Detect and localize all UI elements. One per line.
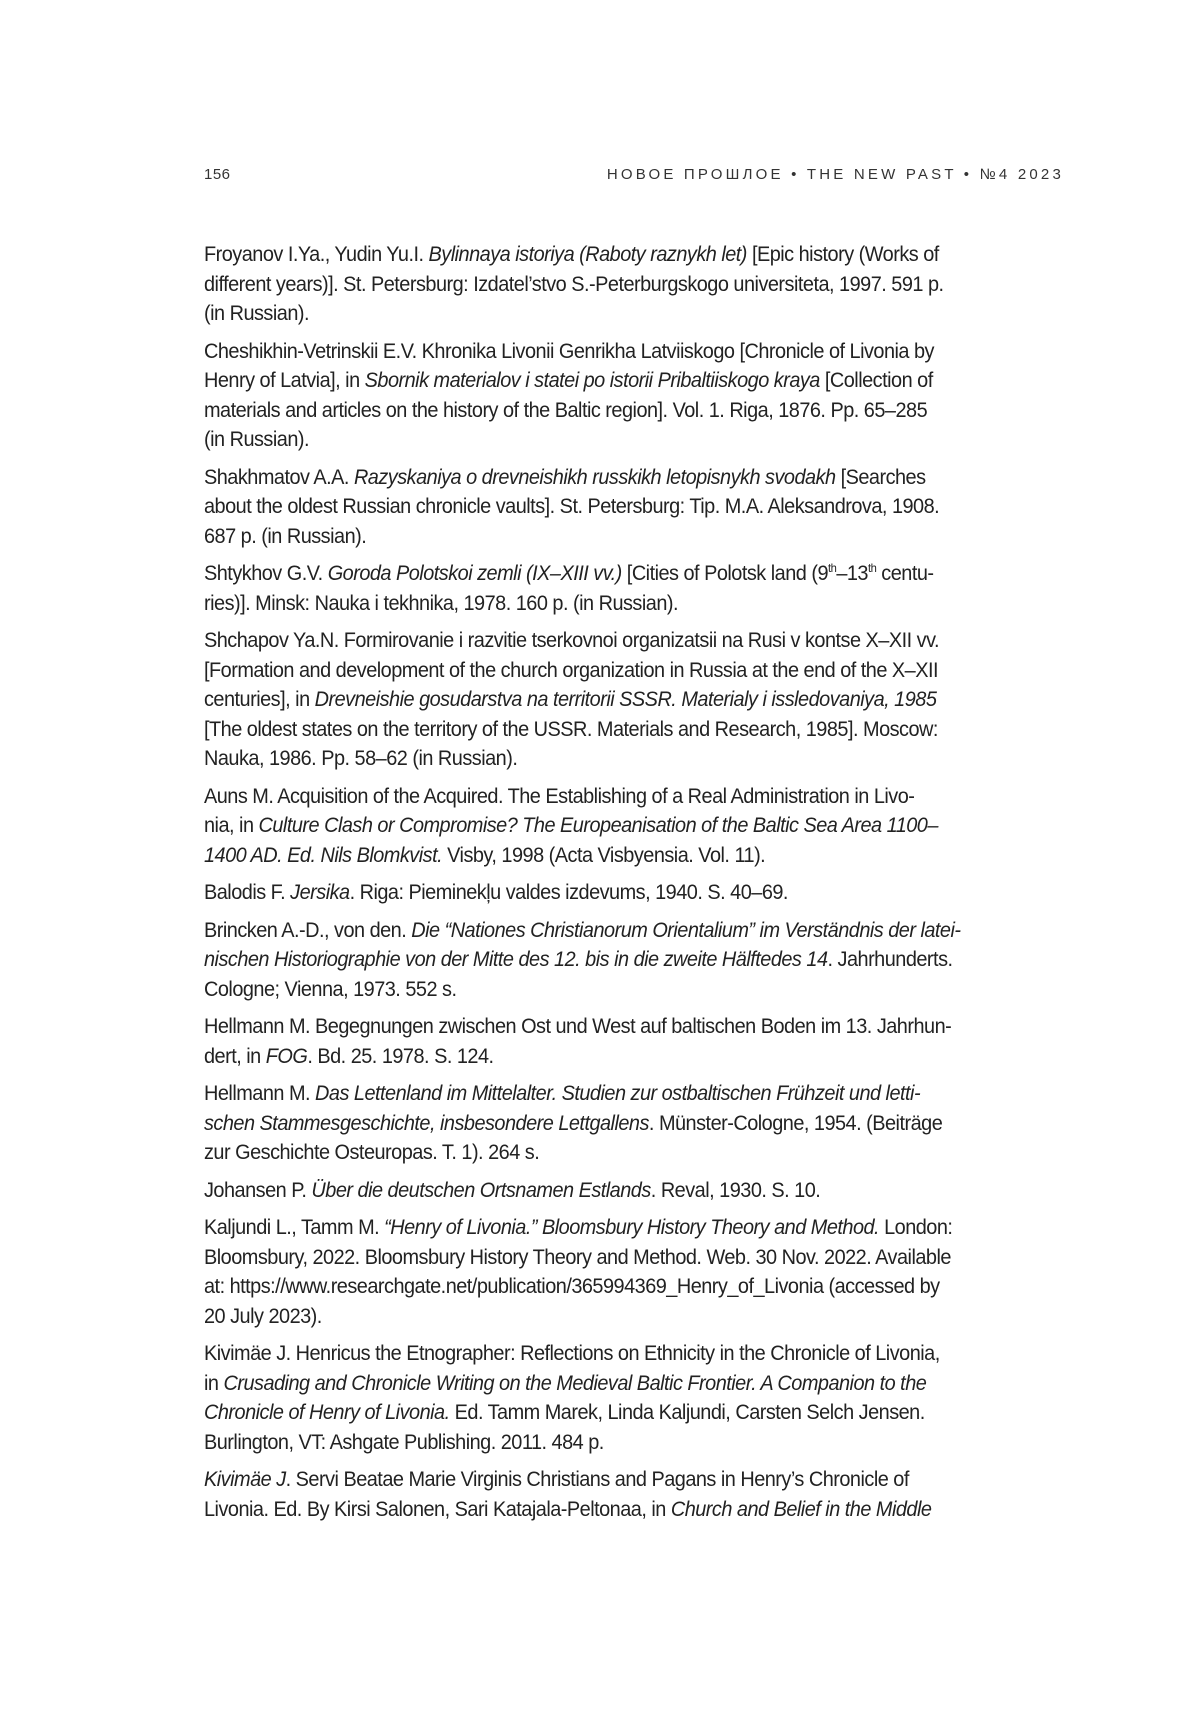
reference-line: [204, 240, 1062, 270]
text-segment: Henry of Latvia], in: [204, 368, 365, 392]
reference-line: [204, 425, 1062, 455]
text-segment: Hellmann M. Begegnungen zwischen Ost und West auf baltischen Boden im 13. Jahrhun-: [204, 1014, 951, 1038]
text-segment: Kaljundi L., Tamm M.: [204, 1215, 384, 1239]
text-segment: Brincken A.-D., von den.: [204, 918, 411, 942]
reference-line: [204, 811, 1062, 841]
reference-line: [204, 589, 1062, 619]
reference-entry: [204, 559, 1062, 618]
italic-title: Jersika: [290, 880, 349, 904]
reference-line: [204, 299, 1062, 329]
text-segment: centuries], in: [204, 687, 315, 711]
italic-title: FOG: [266, 1044, 308, 1068]
reference-line: [204, 945, 1062, 975]
text-segment: [Collection of: [820, 368, 933, 392]
text-segment: Froyanov I.Ya., Yudin Yu.I.: [204, 242, 429, 266]
text-segment: [Cities of Polotsk land (9: [622, 561, 828, 585]
reference-line: [204, 559, 1062, 589]
text-segment: about the oldest Russian chronicle vaults]. St. Petersburg: Tip. M.A. Aleksandrova, 1908.: [204, 494, 939, 518]
text-segment: [Formation and development of the church organization in Russia at the end of the X–XII: [204, 658, 938, 682]
italic-title: Culture Clash or Compromise? The Europeanisation of the Baltic Sea Area 1100–: [259, 813, 938, 837]
reference-line: [204, 1302, 1062, 1332]
text-segment: Shchapov Ya.N. Formirovanie i razvitie tserkovnoi organizatsii na Rusi v kontse X–XII vv.: [204, 628, 939, 652]
italic-title: Goroda Polotskoi zemli (IX–XIII vv.): [328, 561, 622, 585]
italic-title: Church and Belief in the Middle: [671, 1497, 932, 1521]
reference-line: [204, 492, 1062, 522]
italic-title: Razyskaniya o drevneishikh russkikh letopisnykh svodakh: [354, 465, 836, 489]
text-segment: (in Russian).: [204, 427, 309, 451]
text-segment: London:: [879, 1215, 952, 1239]
reference-line: [204, 366, 1062, 396]
italic-title: nischen Historiographie von der Mitte des 12. bis in die zweite Hälftedes 14: [204, 947, 827, 971]
reference-line: [204, 1079, 1062, 1109]
reference-line: [204, 463, 1062, 493]
text-segment: Nauka, 1986. Pp. 58–62 (in Russian).: [204, 746, 517, 770]
reference-line: [204, 916, 1062, 946]
superscript: th: [828, 561, 836, 575]
reference-entry: [204, 1012, 1062, 1071]
italic-title: “Henry of Livonia.” Bloomsbury History Theory and Method.: [384, 1215, 879, 1239]
document-page: [0, 0, 1200, 1714]
italic-title: schen Stammesgeschichte, insbesondere Lettgallens: [204, 1111, 649, 1135]
reference-line: [204, 396, 1062, 426]
reference-list: [204, 240, 1062, 1532]
reference-entry: [204, 1339, 1062, 1457]
reference-entry: [204, 463, 1062, 552]
text-segment: Kivimäe J. Henricus the Etnographer: Reflections on Ethnicity in the Chronicle of Livonia,: [204, 1341, 940, 1365]
reference-line: [204, 1465, 1062, 1495]
text-segment: . Münster-Cologne, 1954. (Beiträge: [649, 1111, 942, 1135]
text-segment: Shtykhov G.V.: [204, 561, 328, 585]
italic-title: Bylinnaya istoriya (Raboty raznykh let): [429, 242, 747, 266]
text-segment: Johansen P.: [204, 1178, 311, 1202]
reference-line: [204, 1272, 1062, 1302]
text-segment: Cheshikhin-Vetrinskii E.V. Khronika Livonii Genrikha Latviiskogo [Chronicle of Livonia by: [204, 339, 934, 363]
text-segment: . Riga: Pieminekļu valdes izdevums, 1940. S. 40–69.: [350, 880, 788, 904]
reference-line: [204, 1243, 1062, 1273]
reference-line: [204, 685, 1062, 715]
italic-title: Drevneishie gosudarstva na territorii SSSR. Materialy i issledovaniya, 1985: [315, 687, 937, 711]
reference-entry: [204, 878, 1062, 908]
text-segment: . Reval, 1930. S. 10.: [651, 1178, 821, 1202]
text-segment: nia, in: [204, 813, 259, 837]
reference-entry: [204, 240, 1062, 329]
text-segment: different years)]. St. Petersburg: Izdatel’stvo S.-Peterburgskogo universiteta, 1997. 591 p.: [204, 272, 944, 296]
text-segment: Shakhmatov A.A.: [204, 465, 354, 489]
reference-line: [204, 1428, 1062, 1458]
reference-entry: [204, 1176, 1062, 1206]
reference-entry: [204, 337, 1062, 455]
page-header: [204, 166, 1064, 190]
reference-entry: [204, 782, 1062, 871]
reference-line: [204, 522, 1062, 552]
italic-title: Das Lettenland im Mittelalter. Studien zur ostbaltischen Frühzeit und letti-: [315, 1081, 920, 1105]
italic-title: Kivimäe J: [204, 1467, 286, 1491]
reference-line: [204, 715, 1062, 745]
text-segment: Auns M. Acquisition of the Acquired. The Establishing of a Real Administration in Livo-: [204, 784, 914, 808]
reference-entry: [204, 1465, 1062, 1524]
reference-line: [204, 744, 1062, 774]
reference-entry: [204, 626, 1062, 774]
reference-line: [204, 1369, 1062, 1399]
italic-title: Crusading and Chronicle Writing on the Medieval Baltic Frontier. A Companion to the: [223, 1371, 926, 1395]
text-segment: dert, in: [204, 1044, 266, 1068]
reference-line: [204, 1398, 1062, 1428]
text-segment: . Bd. 25. 1978. S. 124.: [307, 1044, 493, 1068]
reference-line: [204, 1176, 1062, 1206]
superscript: th: [868, 561, 876, 575]
text-segment: Ed. Tamm Marek, Linda Kaljundi, Carsten Selch Jensen.: [450, 1400, 925, 1424]
text-segment: Burlington, VT: Ashgate Publishing. 2011. 484 p.: [204, 1430, 604, 1454]
reference-entry: [204, 1213, 1062, 1331]
reference-line: [204, 1495, 1062, 1525]
text-segment: [Epic history (Works of: [747, 242, 939, 266]
reference-line: [204, 1339, 1062, 1369]
running-head: НОВОЕ ПРОШЛОЕ • THE NEW PAST • №4 2023: [607, 166, 1064, 183]
text-segment: zur Geschichte Osteuropas. T. 1). 264 s.: [204, 1140, 539, 1164]
text-segment: in: [204, 1371, 223, 1395]
reference-line: [204, 1138, 1062, 1168]
reference-line: [204, 975, 1062, 1005]
text-segment: Bloomsbury, 2022. Bloomsbury History Theory and Method. Web. 30 Nov. 2022. Available: [204, 1245, 951, 1269]
text-segment: 20 July 2023).: [204, 1304, 322, 1328]
text-segment: . Servi Beatae Marie Virginis Christians and Pagans in Henry’s Chronicle of: [286, 1467, 909, 1491]
italic-title: Über die deutschen Ortsnamen Estlands: [311, 1178, 650, 1202]
italic-title: Sbornik materialov i statei po istorii Pribaltiiskogo kraya: [365, 368, 820, 392]
italic-title: Chronicle of Henry of Livonia.: [204, 1400, 450, 1424]
reference-line: [204, 841, 1062, 871]
text-segment: Visby, 1998 (Acta Visbyensia. Vol. 11).: [442, 843, 765, 867]
reference-line: [204, 270, 1062, 300]
italic-title: 1400 AD. Ed. Nils Blomkvist.: [204, 843, 442, 867]
reference-entry: [204, 1079, 1062, 1168]
text-segment: ries)]. Minsk: Nauka i tekhnika, 1978. 160 p. (in Russian).: [204, 591, 678, 615]
reference-line: [204, 878, 1062, 908]
reference-line: [204, 626, 1062, 656]
reference-line: [204, 782, 1062, 812]
reference-line: [204, 1042, 1062, 1072]
text-segment: Livonia. Ed. By Kirsi Salonen, Sari Katajala-Peltonaa, in: [204, 1497, 671, 1521]
reference-line: [204, 337, 1062, 367]
text-segment: 687 p. (in Russian).: [204, 524, 366, 548]
reference-line: [204, 656, 1062, 686]
text-segment: centu-: [876, 561, 933, 585]
text-segment: Balodis F.: [204, 880, 290, 904]
reference-line: [204, 1213, 1062, 1243]
text-segment: (in Russian).: [204, 301, 309, 325]
text-segment: at: https://www.researchgate.net/publication/365994369_Henry_of_Livonia (accessed by: [204, 1274, 940, 1298]
text-segment: [Searches: [836, 465, 926, 489]
text-segment: . Jahrhunderts.: [827, 947, 952, 971]
text-segment: [The oldest states on the territory of the USSR. Materials and Research, 1985]. Moscow:: [204, 717, 938, 741]
reference-entry: [204, 916, 1062, 1005]
reference-line: [204, 1109, 1062, 1139]
text-segment: materials and articles on the history of the Baltic region]. Vol. 1. Riga, 1876. Pp. 65–285: [204, 398, 927, 422]
page-number: 156: [204, 166, 231, 183]
text-segment: Hellmann M.: [204, 1081, 315, 1105]
italic-title: Die “Nationes Christianorum Orientalium” im Verständnis der latei-: [411, 918, 960, 942]
reference-line: [204, 1012, 1062, 1042]
text-segment: –13: [836, 561, 868, 585]
text-segment: Cologne; Vienna, 1973. 552 s.: [204, 977, 456, 1001]
